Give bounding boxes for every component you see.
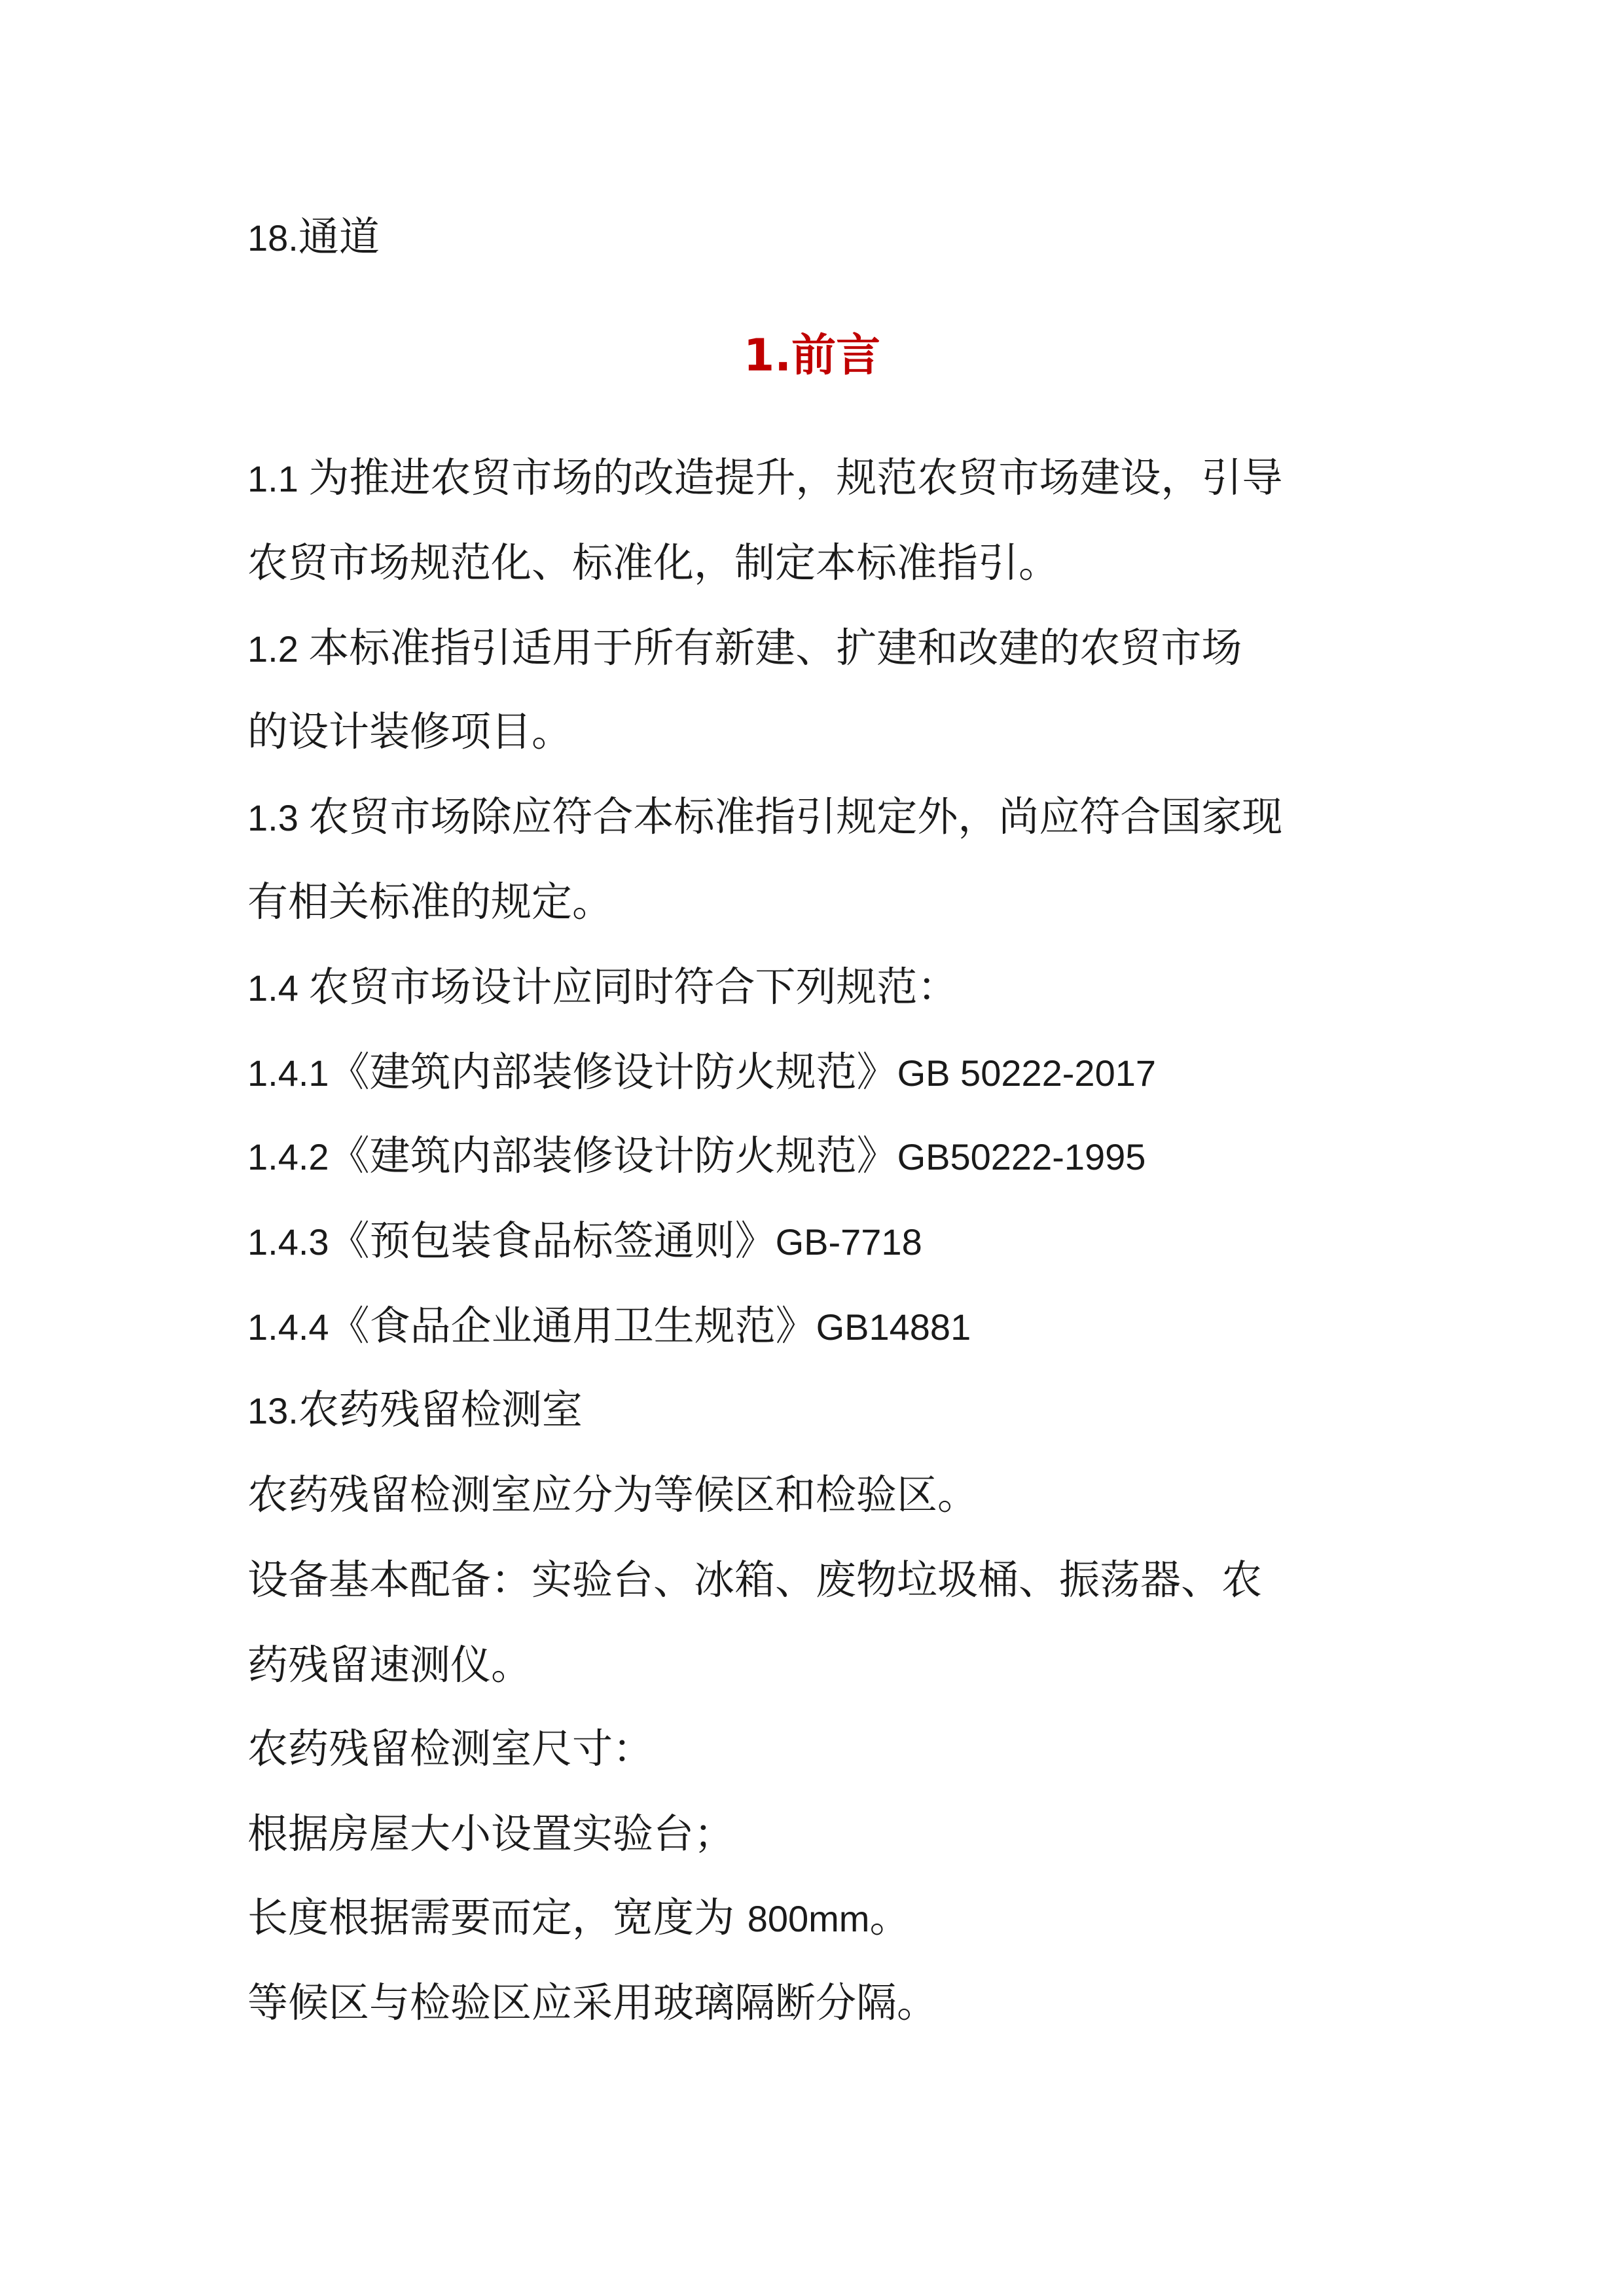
paragraph-1-4 (247, 954, 958, 1020)
section-18-title (247, 204, 380, 270)
paragraph-1-2-line-1 (247, 615, 1242, 681)
body-line (247, 1716, 653, 1782)
line-text: 农贸市场除应符合本标准指引规定外，尚应符合国家现 (308, 793, 1283, 840)
standard-code: GB 50222-2017 (897, 1052, 1156, 1094)
line-number: 13. (247, 1390, 298, 1431)
line-number: 1.4.4 (247, 1306, 329, 1348)
reference-1-4-3 (247, 1208, 922, 1274)
line-number: 1.3 (247, 797, 309, 838)
line-text: 农药残留检测室尺寸： (247, 1725, 654, 1772)
line-text: 本标准指引适用于所有新建、扩建和改建的农贸市场 (308, 624, 1242, 672)
body-line (247, 1632, 532, 1698)
line-text: 《建筑内部装修设计防火规范》 (329, 1048, 897, 1096)
line-end: 。 (869, 1893, 911, 1941)
line-text: 的设计装修项目。 (247, 708, 573, 755)
line-text: 长度根据需要而定，宽度为 (247, 1893, 748, 1941)
line-text: 农贸市场设计应同时符合下列规范： (308, 963, 958, 1011)
line-number: 1.4.2 (247, 1136, 329, 1177)
line-text: 农药残留检测室 (298, 1386, 583, 1433)
body-line (247, 1970, 937, 2036)
body-line (247, 1462, 978, 1528)
paragraph-1-2-line-2 (247, 699, 572, 764)
line-text: 药残留速测仪。 (247, 1641, 532, 1689)
standard-code: GB14881 (816, 1306, 971, 1348)
body-line (247, 1801, 734, 1867)
standard-code: GB50222-1995 (897, 1136, 1146, 1177)
paragraph-1-3-line-1 (247, 784, 1282, 850)
line-number: 1.2 (247, 628, 309, 670)
line-text: 根据房屋大小设置实验台； (247, 1810, 735, 1857)
line-number: 1.4.3 (247, 1221, 329, 1263)
line-text: 设备基本配备：实验台、冰箱、废物垃圾桶、振荡器、农 (247, 1556, 1263, 1604)
line-text: 农贸市场规范化、标准化，制定本标准指引。 (247, 539, 1060, 586)
dimension-value: 800mm (747, 1898, 870, 1939)
section-heading-foreword: 1.前言 (743, 330, 881, 382)
line-text: 通道 (298, 213, 380, 260)
body-line (247, 1885, 910, 1950)
paragraph-1-1-line-2 (247, 530, 1059, 596)
reference-1-4-2 (247, 1123, 1146, 1189)
line-text: 《食品企业通用卫生规范》 (329, 1302, 816, 1350)
reference-1-4-4 (247, 1293, 971, 1359)
line-text: 等候区与检验区应采用玻璃隔断分隔。 (247, 1979, 938, 2026)
line-number: 18. (247, 217, 298, 259)
line-text: 《预包装食品标签通则》 (329, 1217, 776, 1265)
reference-1-4-1 (247, 1039, 1156, 1105)
line-number: 1.1 (247, 458, 309, 499)
line-text: 农药残留检测室应分为等候区和检验区。 (247, 1471, 979, 1518)
line-text: 《建筑内部装修设计防火规范》 (329, 1132, 897, 1179)
line-number: 1.4.1 (247, 1052, 329, 1094)
body-line (247, 1547, 1262, 1613)
line-text: 有相关标准的规定。 (247, 878, 613, 925)
paragraph-1-1-line-1 (247, 445, 1282, 511)
line-text: 为推进农贸市场的改造提升，规范农贸市场建设，引导 (308, 454, 1283, 501)
line-number: 1.4 (247, 967, 309, 1009)
standard-code: GB-7718 (775, 1221, 922, 1263)
section-13-title (247, 1377, 583, 1443)
paragraph-1-3-line-2 (247, 869, 613, 935)
